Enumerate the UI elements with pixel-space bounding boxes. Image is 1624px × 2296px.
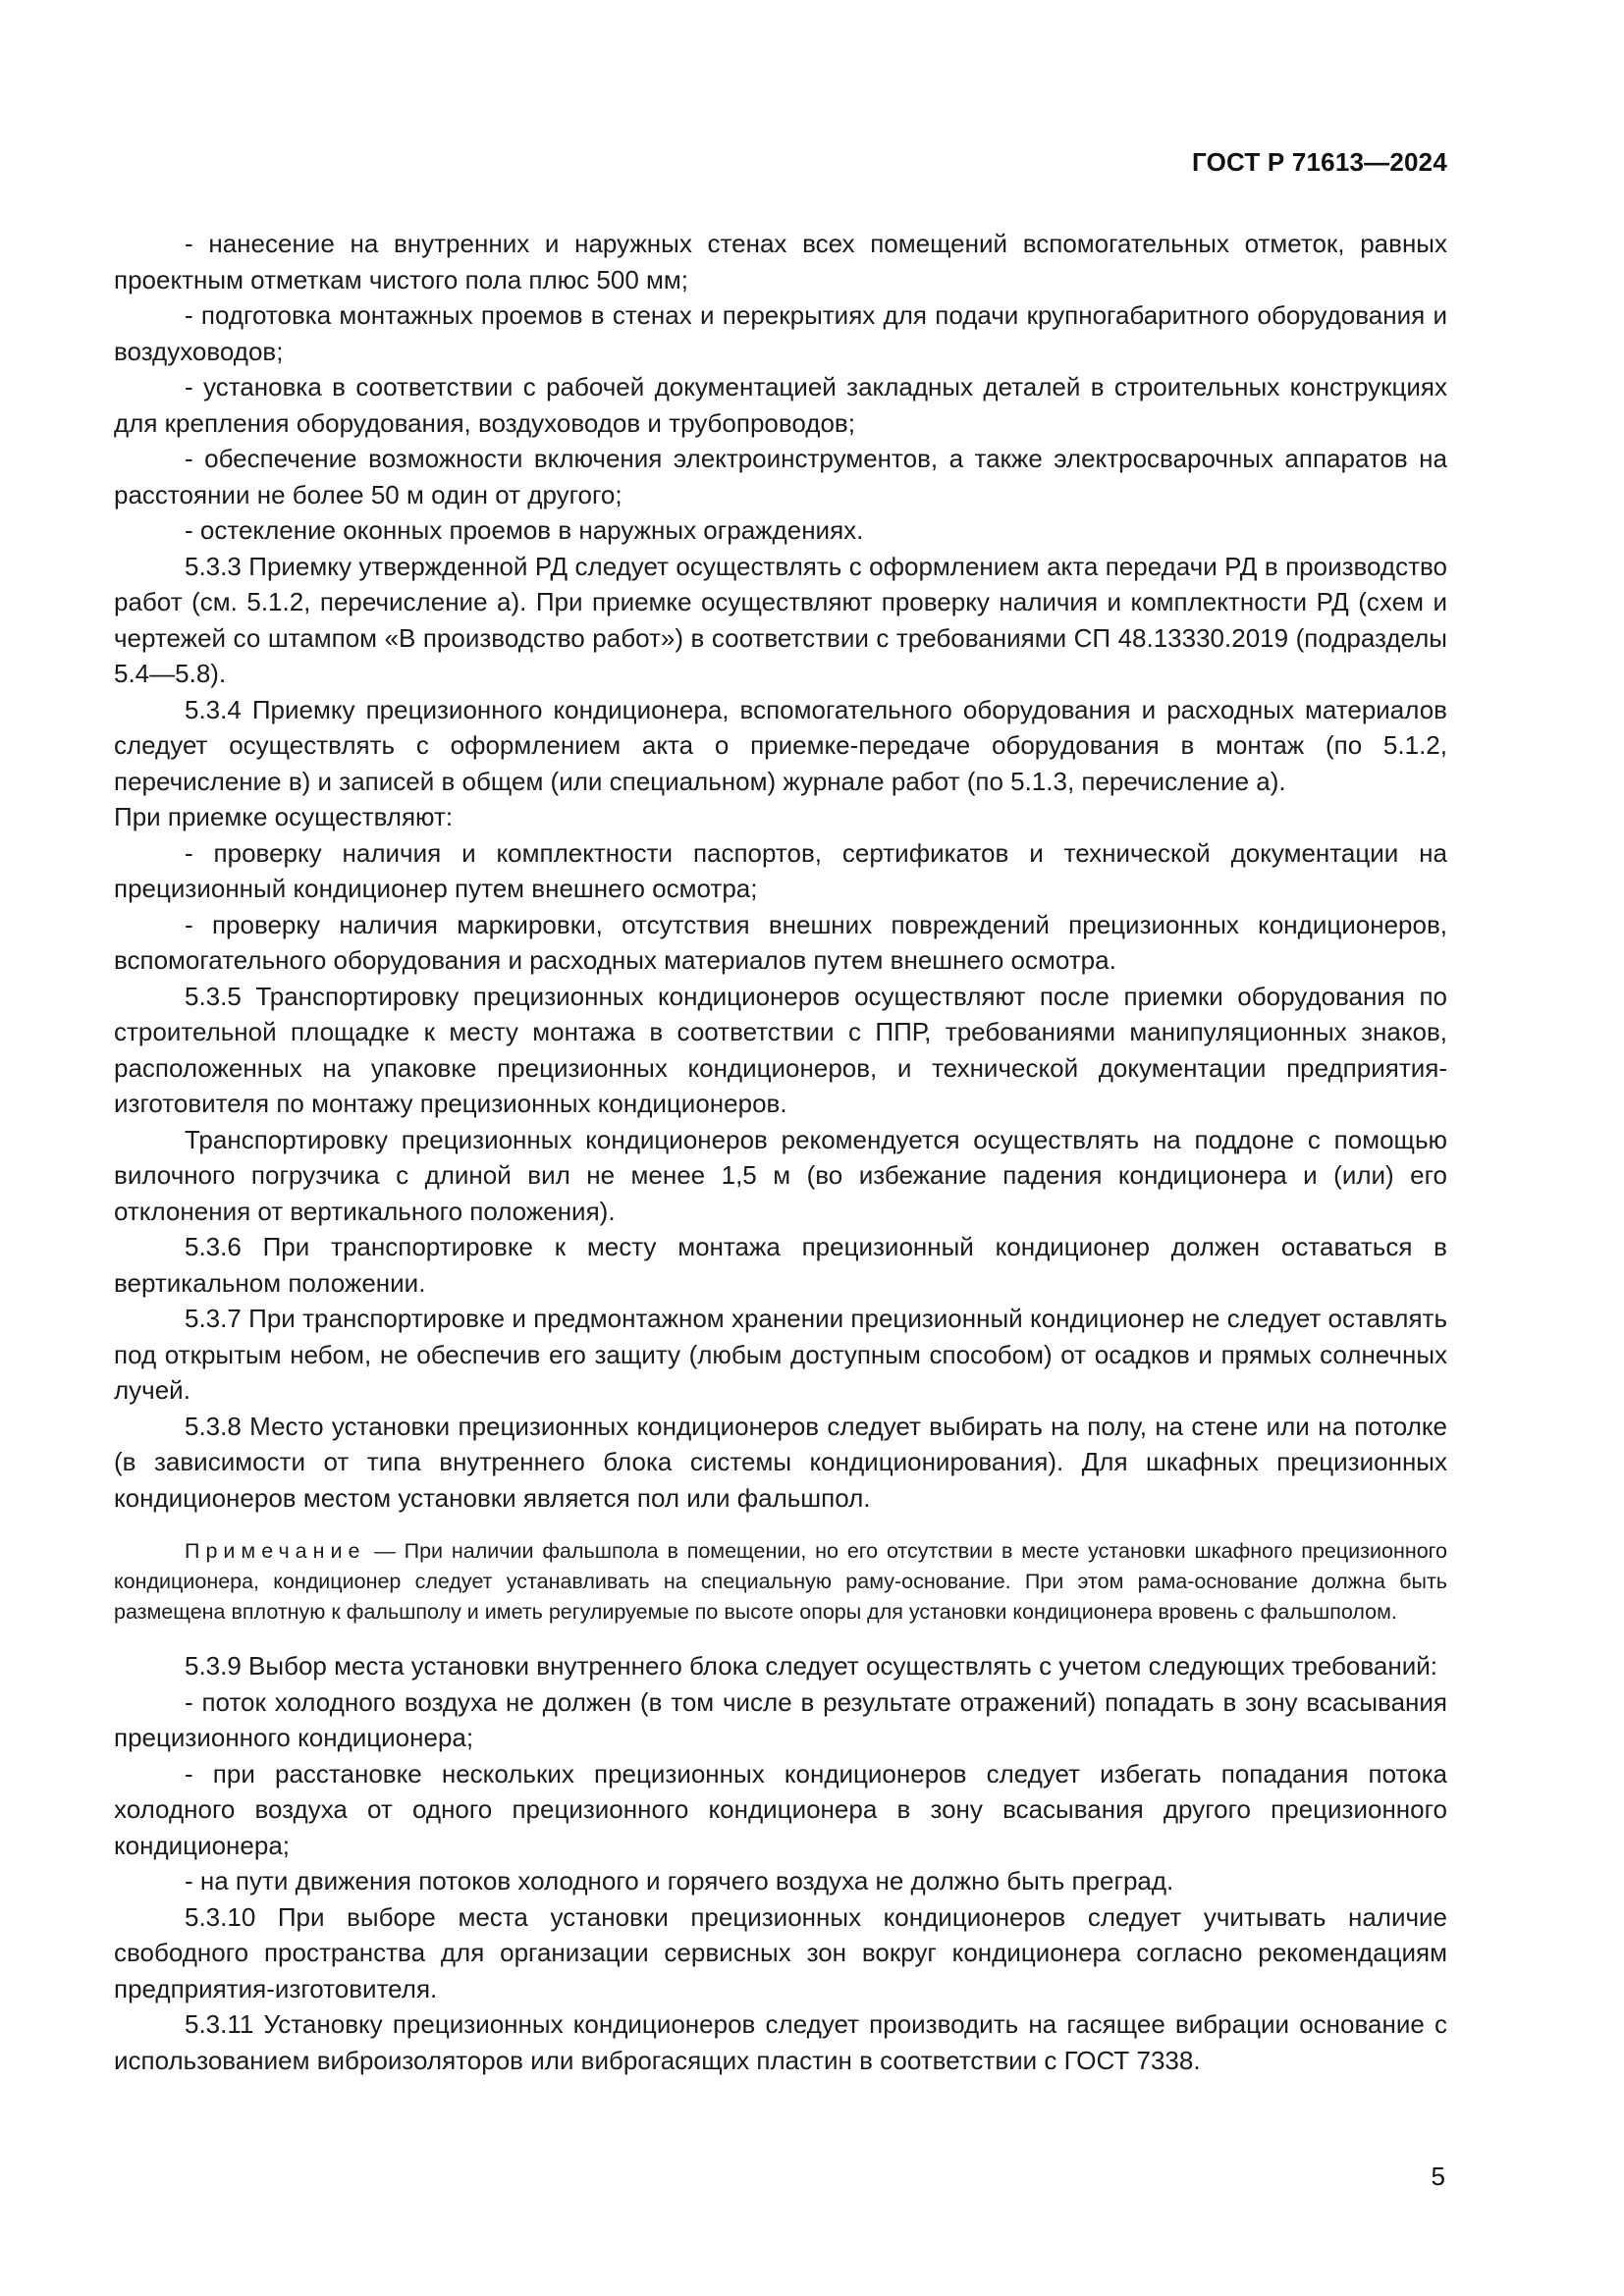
- paragraph-list-item: - поток холодного воздуха не должен (в том числе в результате отражений) попадать в зону всасывания прецизионного кондиционера;: [114, 1686, 1447, 1752]
- paragraph-clause-5-3-8: 5.3.8 Место установки прецизионных кондиционеров следует выбирать на полу, на стене или на потолке (в зависимости от типа внутреннего блока системы кондиционирования). Для шкафных прецизионных кондиционеров местом установки является пол или фальшпол.: [114, 1411, 1447, 1513]
- paragraph-list-item: - проверку наличия маркировки, отсутствия внешних повреждений прецизионных кондиционеров, вспомогательного оборудования и расходных материалов путем внешнего осмотра.: [114, 909, 1447, 975]
- paragraph-list-item: - при расстановке нескольких прецизионных кондиционеров следует избегать попадания потока холодного воздуха от одного прецизионного кондиционера в зону всасывания другого прецизионного кондиционера;: [114, 1758, 1447, 1860]
- paragraph-list-item: - остекление оконных проемов в наружных ограждениях.: [185, 515, 864, 545]
- note-block: [114, 1536, 1447, 1628]
- paragraph-list-item: - обеспечение возможности включения электроинструментов, а также электросварочных аппаратов на расстоянии не более 50 м один от другого;: [114, 444, 1447, 509]
- document-code: ГОСТ Р 71613—2024: [1192, 147, 1447, 177]
- paragraph-clause-5-3-11: 5.3.11 Установку прецизионных кондиционеров следует производить на гасящее вибрации основание с использованием виброизоляторов или виброгасящих пластин в соответствии с ГОСТ 7338.: [114, 2009, 1447, 2075]
- paragraph-continuation: При приемке осуществляют:: [114, 802, 454, 831]
- note-label: Примечание: [185, 1539, 366, 1563]
- paragraph-clause-5-3-10: 5.3.10 При выборе места установки прецизионных кондиционеров следует учитывать наличие свободного пространства для организации сервисных зон вокруг кондиционера согласно рекомендациям предприятия-изготовителя.: [114, 1901, 1447, 2003]
- paragraph-list-item: - установка в соответствии с рабочей документацией закладных деталей в строительных конструкциях для крепления оборудования, воздуховодов и трубопроводов;: [114, 372, 1447, 438]
- note-text: — При наличии фальшпола в помещении, но его отсутствии в месте установки шкафного прецизионного кондиционера, кондиционер следует устанавливать на специальную раму-основание. При этом рама-основание должна быть размещена вплотную к фальшполу и иметь регулируемые по высоте опоры для установки кондиционера вровень с фальшполом.: [114, 1539, 1447, 1624]
- page-number: 5: [1431, 2162, 1445, 2191]
- paragraph-clause-5-3-5: 5.3.5 Транспортировку прецизионных кондиционеров осуществляют после приемки оборудования по строительной площадке к месту монтажа в соответствии с ППР, требованиями манипуляционных знаков, расположенных на упаковке прецизионных кондиционеров, и технической документации предприятия-изготовителя по монтажу прецизионных кондиционеров.: [114, 981, 1447, 1118]
- paragraph-clause-5-3-6: 5.3.6 При транспортировке к месту монтажа прецизионный кондиционер должен оставаться в вертикальном положении.: [114, 1232, 1447, 1298]
- paragraph-list-item: - проверку наличия и комплектности паспортов, сертификатов и технической документации на прецизионный кондиционер путем внешнего осмотра;: [114, 837, 1447, 903]
- paragraph-clause-5-3-9: 5.3.9 Выбор места установки внутреннего блока следует осуществлять с учетом следующих требований:: [185, 1651, 1437, 1681]
- paragraph-list-item: - на пути движения потоков холодного и горячего воздуха не должно быть преград.: [185, 1866, 1174, 1896]
- paragraph-list-item: - нанесение на внутренних и наружных стенах всех помещений вспомогательных отметок, равных проектным отметкам чистого пола плюс 500 мм;: [114, 229, 1447, 294]
- document-body: [114, 226, 1447, 2078]
- paragraph-text: Транспортировку прецизионных кондиционеров рекомендуется осуществлять на поддоне с помощью вилочного погрузчика с длиной вил не менее 1,5 м (во избежание падения кондиционера и (или) его отклонения от вертикального положения).: [114, 1124, 1447, 1226]
- paragraph-clause-5-3-4: 5.3.4 Приемку прецизионного кондиционера, вспомогательного оборудования и расходных материалов следует осуществлять с оформлением акта о приемке-передаче оборудования в монтаж (по 5.1.2, перечисление в) и записей в общем (или специальном) журнале работ (по 5.1.3, перечисление а).: [114, 694, 1447, 796]
- paragraph-clause-5-3-7: 5.3.7 При транспортировке и предмонтажном хранении прецизионный кондиционер не следует оставлять под открытым небом, не обеспечив его защиту (любым доступным способом) от осадков и прямых солнечных лучей.: [114, 1304, 1447, 1405]
- paragraph-clause-5-3-3: 5.3.3 Приемку утвержденной РД следует осуществлять с оформлением акта передачи РД в производство работ (см. 5.1.2, перечисление а). При приемке осуществляют проверку наличия и комплектности РД (схем и чертежей со штампом «В производство работ») в соответствии с требованиями СП 48.13330.2019 (подразделы 5.4—5.8).: [114, 551, 1447, 688]
- paragraph-list-item: - подготовка монтажных проемов в стенах и перекрытиях для подачи крупногабаритного оборудования и воздуховодов;: [114, 300, 1447, 366]
